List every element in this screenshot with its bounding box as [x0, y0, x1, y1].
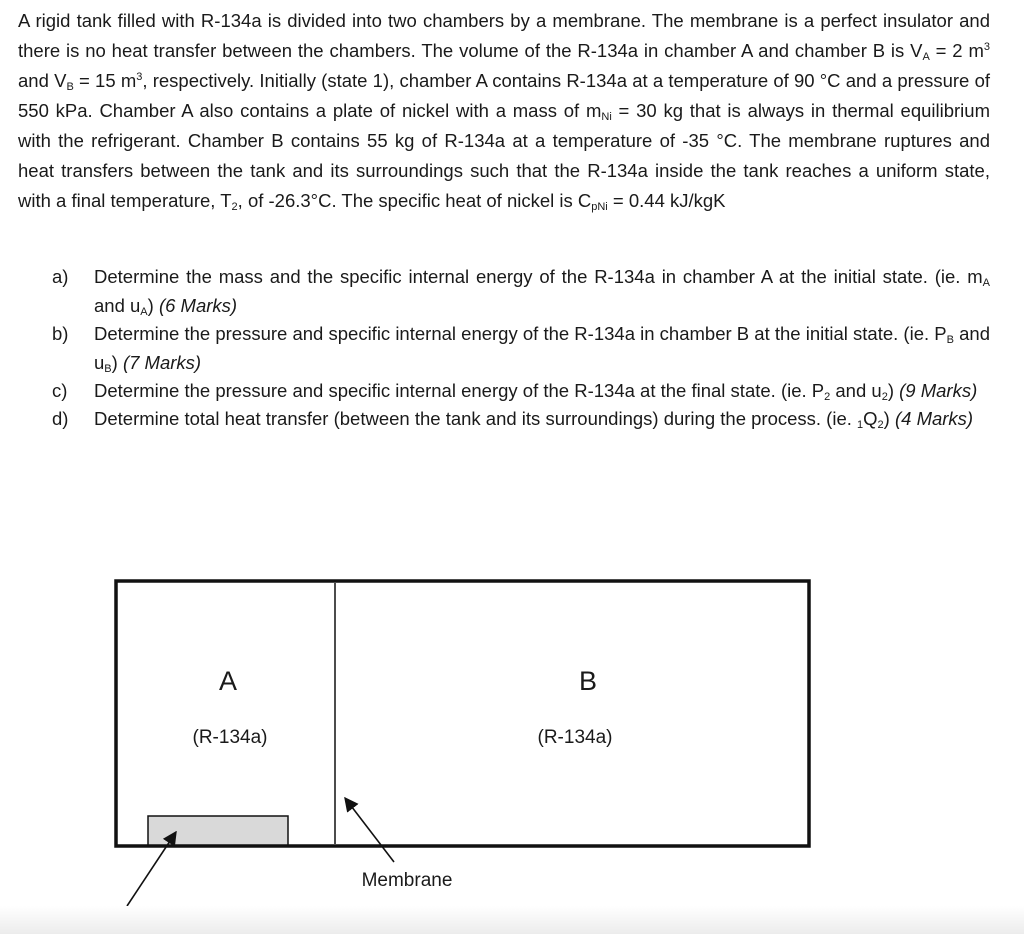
question-c — [52, 376, 990, 405]
question-text: Determine the pressure and specific internal energy of the R-134a at the final state. (ie. $P_2$ and $u_2$) (9 Marks) — [94, 380, 978, 403]
problem-statement: A rigid tank filled with R-134a is divided into two chambers by a membrane. The membrane is a perfect insulator and there is no heat transfer between the chambers. The volume of the R-134a in chamber A and chamber B is $V_A = 2$ $m^3$ and $V_B = 15$ $m^3$, respectively. Initially (state 1), chamber A contains R-134a at a temperature of 90 °C and a pressure of 550 kPa. Chamber A also contains a plate of nickel with a mass of $m_{Ni} = 30$ kg that is always in thermal equilibrium with the refrigerant. Chamber B contains 55 kg of R-134a at a temperature of -35 °C. The membrane ruptures and heat transfers between the tank and its surroundings such that the R-134a inside the tank reaches a uniform state, with a final temperature, $T_2$, of -26.3°C. The specific heat of nickel is $C_{pNi} = 0.44$ kJ/kgK — [18, 10, 990, 213]
question-letter: d) — [52, 408, 69, 429]
chamber-b-fluid: (R-134a) — [537, 727, 613, 748]
chamber-b-label: B — [578, 666, 598, 696]
question-marks: (9 Marks) — [899, 380, 978, 401]
question-marks: (4 Marks) — [894, 408, 974, 429]
question-text: Determine the pressure and specific internal energy of the R-134a in chamber B at the initial state. (ie. $P_B$ and $u_B$) (7 Marks) — [94, 323, 990, 375]
membrane-arrow — [345, 798, 394, 862]
chamber-a-label: A — [218, 666, 238, 696]
page-bottom-shade — [0, 906, 1024, 934]
tank-outline — [116, 581, 809, 846]
question-marks: (7 Marks) — [122, 352, 202, 373]
nickel-arrow — [127, 832, 176, 906]
question-letter: c) — [52, 380, 68, 401]
question-letter: b) — [52, 323, 69, 344]
nickel-plate — [148, 816, 288, 845]
question-text: Determine total heat transfer (between the tank and its surroundings) during the process. (ie. $_1Q_2$) (4 Marks) — [94, 408, 974, 431]
question-a — [52, 262, 990, 320]
question-list — [52, 262, 990, 432]
chamber-a-fluid: (R-134a) — [192, 727, 268, 748]
question-letter: a) — [52, 266, 69, 287]
question-b — [52, 319, 990, 377]
question-marks: (6 Marks) — [158, 295, 238, 316]
question-text: Determine the mass and the specific internal energy of the R-134a in chamber A at the initial state. (ie. $m_A$ and $u_A$) (6 Marks) — [94, 266, 990, 318]
question-d — [52, 404, 990, 433]
membrane-label: Membrane — [361, 870, 453, 891]
